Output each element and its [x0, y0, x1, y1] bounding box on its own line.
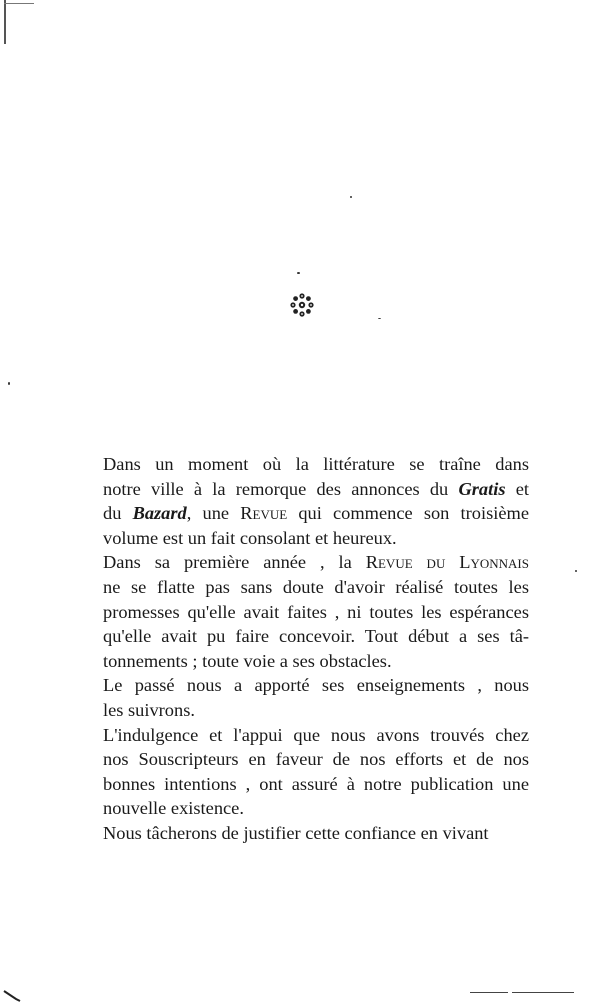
text-run: nos Souscripteurs en faveur de nos efforts et de nos: [103, 749, 529, 770]
text-line: [103, 673, 529, 698]
italic-term: Bazard: [132, 503, 187, 524]
text-run: Dans un moment où la littérature se traîne dans: [103, 454, 529, 474]
text-run: tonnements ; toute voie a ses obstacles.: [103, 650, 392, 671]
text-run: notre ville à la remorque des annonces du: [103, 478, 459, 499]
text-line: [103, 526, 529, 551]
bottom-rule: [470, 992, 508, 993]
text-run: bonnes intentions , ont assuré à notre publication une: [103, 773, 529, 794]
text-run: promesses qu'elle avait faites , ni toutes les espérances: [103, 601, 529, 622]
text-line: [103, 452, 529, 477]
text-run: les suivrons.: [103, 699, 195, 720]
paragraph: [103, 673, 529, 722]
italic-term: Gratis: [458, 478, 506, 499]
text-run: L'indulgence et l'appui que nous avons trouvés chez: [103, 724, 529, 745]
text-line: [103, 575, 529, 600]
text-line: [103, 600, 529, 625]
text-line: [103, 698, 529, 723]
text-line: [103, 624, 529, 649]
flower-ornament-icon: [287, 290, 317, 320]
paragraph: [103, 723, 529, 821]
text-line: [103, 747, 529, 772]
text-run: qu'elle avait pu faire concevoir. Tout début a ses tâ-: [103, 626, 529, 647]
text-line: [103, 821, 529, 846]
text-run: qui commence son troisième: [287, 503, 529, 524]
text-line: [103, 796, 529, 821]
corner-mark: [2, 989, 40, 1003]
ink-speck: [8, 382, 10, 385]
page-edge-rule: [4, 3, 34, 4]
text-run: Nous tâcherons de justifier cette confiance en vivant: [103, 822, 489, 843]
text-line: [103, 550, 529, 575]
text-line: [103, 477, 529, 502]
text-run: Dans sa première année , la: [103, 552, 366, 573]
paragraph: [103, 821, 529, 846]
ink-speck: [575, 570, 577, 572]
body-text: [103, 452, 529, 846]
bottom-rule: [512, 992, 574, 993]
text-run: du: [103, 503, 133, 524]
text-run: ne se flatte pas sans doute d'avoir réalisé toutes les: [103, 576, 529, 597]
text-line: [103, 723, 529, 748]
text-run: Le passé nous a apporté ses enseignements , nous: [103, 675, 529, 696]
ink-speck: [350, 196, 352, 198]
paragraph: [103, 452, 529, 550]
text-run: , une: [186, 503, 241, 524]
page-edge-mark: [4, 0, 6, 44]
text-line: [103, 772, 529, 797]
text-line: [103, 649, 529, 674]
text-run: volume est un fait consolant et heureux.: [103, 527, 397, 548]
text-line: [103, 501, 529, 526]
ink-speck: [297, 272, 300, 274]
text-run: nouvelle existence.: [103, 798, 244, 819]
small-caps-title: Revue: [240, 503, 288, 524]
ink-speck: [378, 318, 381, 319]
paragraph: [103, 550, 529, 673]
small-caps-title: Revue du Lyonnais: [365, 552, 529, 573]
text-run: et: [505, 478, 529, 499]
